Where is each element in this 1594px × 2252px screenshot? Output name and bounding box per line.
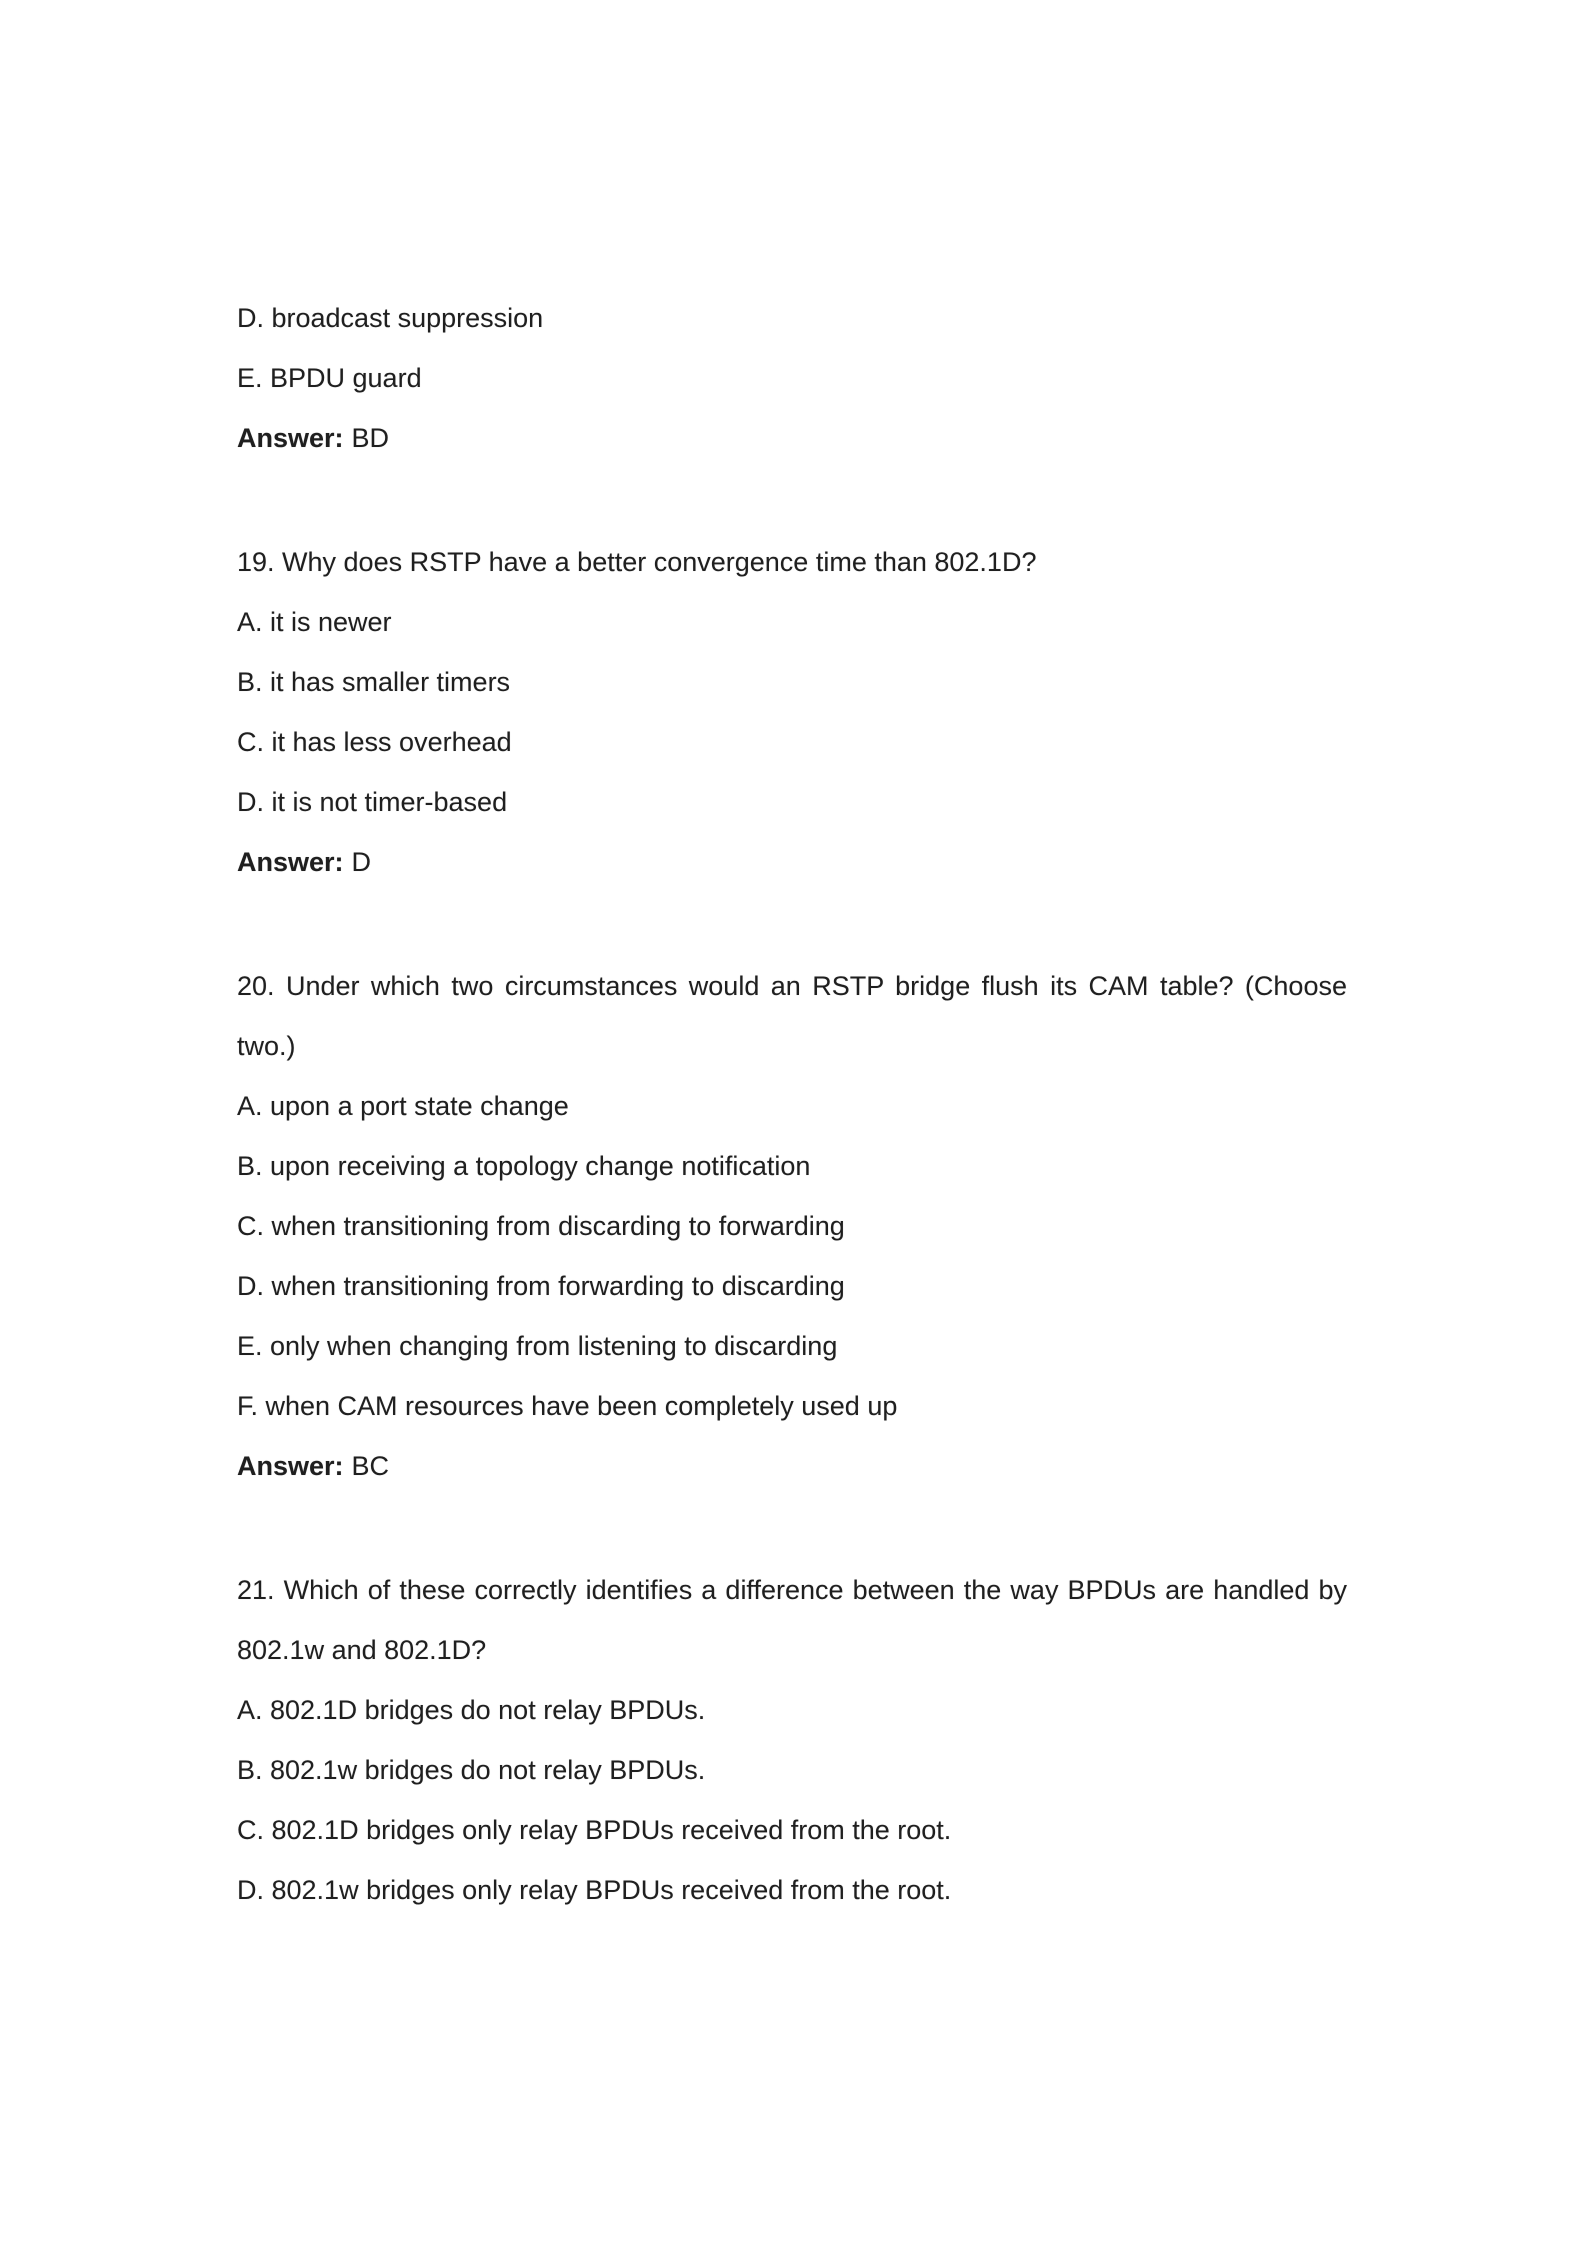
answer-label: Answer:	[237, 1451, 344, 1481]
answer-option: D. 802.1w bridges only relay BPDUs received from the root.	[237, 1875, 952, 1905]
question-text: 20. Under which two circumstances would an RSTP bridge flush its CAM table? (Choose two.)	[237, 971, 1347, 1061]
question-block-18-continuation	[237, 288, 1347, 468]
question-text: 21. Which of these correctly identifies a difference between the way BPDUs are handled by 802.1w and 802.1D?	[237, 1575, 1347, 1665]
question-block-21	[237, 1560, 1347, 1920]
answer-option: B. upon receiving a topology change notification	[237, 1151, 811, 1181]
answer-option: A. 802.1D bridges do not relay BPDUs.	[237, 1695, 706, 1725]
answer-option: A. upon a port state change	[237, 1091, 569, 1121]
answer-option: D. when transitioning from forwarding to discarding	[237, 1271, 845, 1301]
question-block-19	[237, 532, 1347, 892]
question-text: 19. Why does RSTP have a better convergence time than 802.1D?	[237, 547, 1037, 577]
answer-option: C. it has less overhead	[237, 727, 512, 757]
answer-value: BC	[351, 1451, 390, 1481]
answer-label: Answer:	[237, 423, 344, 453]
answer-option: D. broadcast suppression	[237, 303, 544, 333]
answer-option: E. only when changing from listening to discarding	[237, 1331, 838, 1361]
answer-value: D	[351, 847, 372, 877]
answer-line	[237, 408, 1347, 468]
answer-option: B. it has smaller timers	[237, 667, 511, 697]
answer-line	[237, 832, 1347, 892]
answer-label: Answer:	[237, 847, 344, 877]
answer-option: E. BPDU guard	[237, 363, 422, 393]
page-content	[237, 288, 1347, 1920]
answer-option: C. 802.1D bridges only relay BPDUs received from the root.	[237, 1815, 952, 1845]
answer-line	[237, 1436, 1347, 1496]
answer-option: F. when CAM resources have been completely used up	[237, 1391, 898, 1421]
answer-option: C. when transitioning from discarding to forwarding	[237, 1211, 845, 1241]
question-block-20	[237, 956, 1347, 1496]
answer-option: A. it is newer	[237, 607, 392, 637]
answer-option: D. it is not timer-based	[237, 787, 508, 817]
answer-option: B. 802.1w bridges do not relay BPDUs.	[237, 1755, 706, 1785]
answer-value: BD	[351, 423, 390, 453]
